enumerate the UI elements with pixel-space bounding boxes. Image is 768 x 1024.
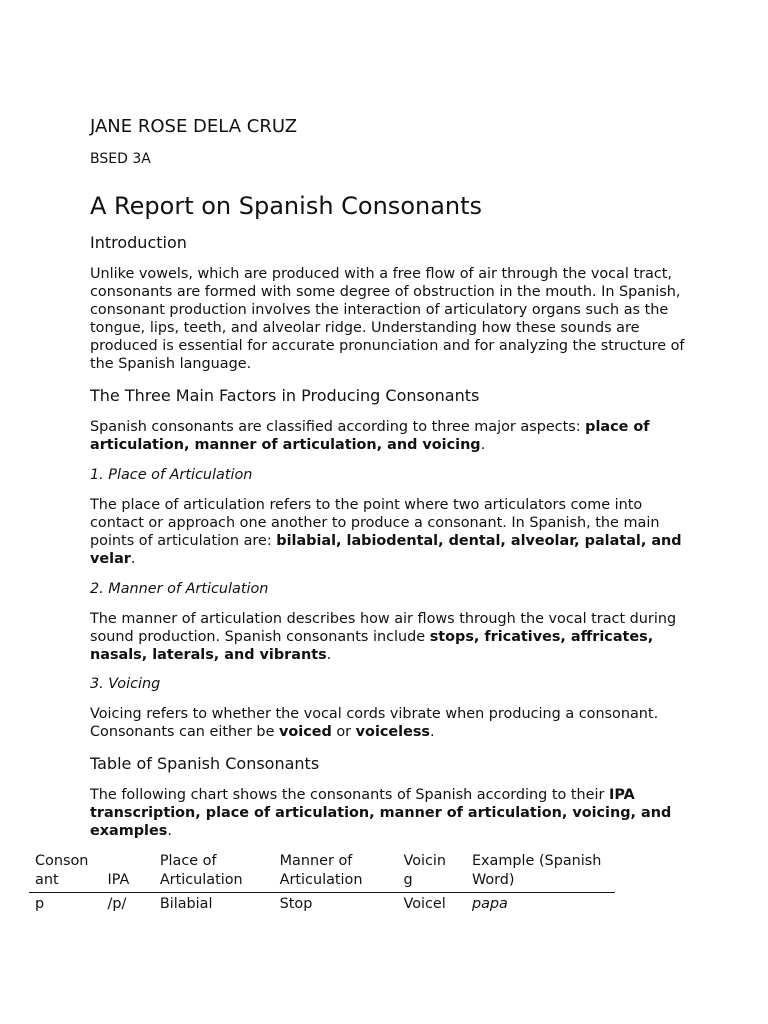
- cell-ipa: /p/: [107, 896, 127, 912]
- class-section: BSED 3A: [90, 151, 151, 167]
- manner-end: .: [326, 647, 332, 663]
- table-intro-bold-text: IPA transcription, place of articulation, manner of articulation, voicing, and examples: [90, 787, 672, 839]
- header-example: [466, 852, 615, 893]
- voicing-bold-voiceless: voiceless: [355, 724, 430, 740]
- voicing-bold-voiced: voiced: [279, 724, 332, 740]
- header-example-line1: Example (Spanish: [471, 853, 602, 869]
- factors-text: Spanish consonants are classified according to three major aspects:: [90, 419, 586, 435]
- place-text: The place of articulation refers to the point where two articulators come into contact or approach one another to produce a consonant. In Spanish, the main points of articulation are:: [90, 497, 660, 549]
- header-voicing-line1: Voicin: [403, 853, 447, 869]
- factors-paragraph: [90, 418, 685, 454]
- table-intro-text: The following chart shows the consonants of Spanish according to their: [90, 787, 610, 803]
- header-place-line1: Place of: [159, 853, 217, 869]
- header-manner-line1: Manner of: [279, 853, 353, 869]
- voicing-paragraph: [90, 705, 685, 741]
- factors-end: .: [480, 437, 486, 453]
- header-voicing-line2: g: [403, 872, 413, 888]
- intro-paragraph: Unlike vowels, which are produced with a free flow of air through the vocal tract, consonants are formed with some degree of obstruction in the mouth. In Spanish, consonant production involves the interaction of articulatory organs such as the tongue, lips, teeth, and alveolar ridge. Understanding how these sounds are produced is essential for accurate pronunciation and for analyzing the structure of the Spanish language.: [90, 266, 685, 372]
- place-heading: 1. Place of Articulation: [90, 467, 253, 483]
- header-consonant: [29, 852, 101, 893]
- table-intro-end: .: [167, 823, 172, 839]
- consonants-table: [29, 852, 615, 914]
- manner-bold-text: stops, fricatives, affricates, nasals, laterals, and vibrants: [90, 629, 654, 663]
- document-title: A Report on Spanish Consonants: [90, 192, 483, 220]
- voicing-or: or: [331, 724, 356, 740]
- header-ipa: IPA: [101, 852, 153, 893]
- place-bold-text: bilabial, labiodental, dental, alveolar, palatal, and velar: [90, 533, 682, 567]
- manner-paragraph: [90, 610, 685, 664]
- factors-heading: The Three Main Factors in Producing Consonants: [90, 386, 480, 405]
- cell-voicing: Voicel: [403, 896, 446, 912]
- header-place-line2: Articulation: [159, 872, 243, 888]
- voicing-end: .: [430, 724, 435, 740]
- manner-text: The manner of articulation describes how air flows through the vocal tract during sound production. Spanish consonants include: [90, 611, 677, 645]
- table-intro-paragraph: [90, 786, 685, 840]
- cell-manner: Stop: [279, 896, 313, 912]
- place-paragraph: [90, 496, 685, 568]
- header-example-line2: Word): [471, 872, 515, 888]
- voicing-heading: 3. Voicing: [90, 676, 161, 692]
- header-place: [154, 852, 274, 893]
- voicing-text: Voicing refers to whether the vocal cords vibrate when producing a consonant. Consonants can either be: [90, 706, 659, 740]
- cell-consonant: p: [35, 896, 45, 912]
- table-header-row: [29, 852, 615, 893]
- header-manner-line2: Articulation: [279, 872, 363, 888]
- cell-example: papa: [471, 896, 508, 912]
- header-consonant-line2: ant: [35, 872, 59, 888]
- header-manner: [274, 852, 398, 893]
- factors-bold-text: place of articulation, manner of articulation, and voicing: [90, 419, 650, 453]
- manner-heading: 2. Manner of Articulation: [90, 581, 269, 597]
- table-heading: Table of Spanish Consonants: [90, 754, 320, 773]
- intro-heading: Introduction: [90, 233, 187, 252]
- place-end: .: [130, 551, 136, 567]
- cell-place: Bilabial: [159, 896, 213, 912]
- table-row: [29, 893, 615, 915]
- header-voicing: [397, 852, 465, 893]
- header-consonant-line1: Conson: [35, 853, 89, 869]
- author-name: JANE ROSE DELA CRUZ: [90, 116, 298, 137]
